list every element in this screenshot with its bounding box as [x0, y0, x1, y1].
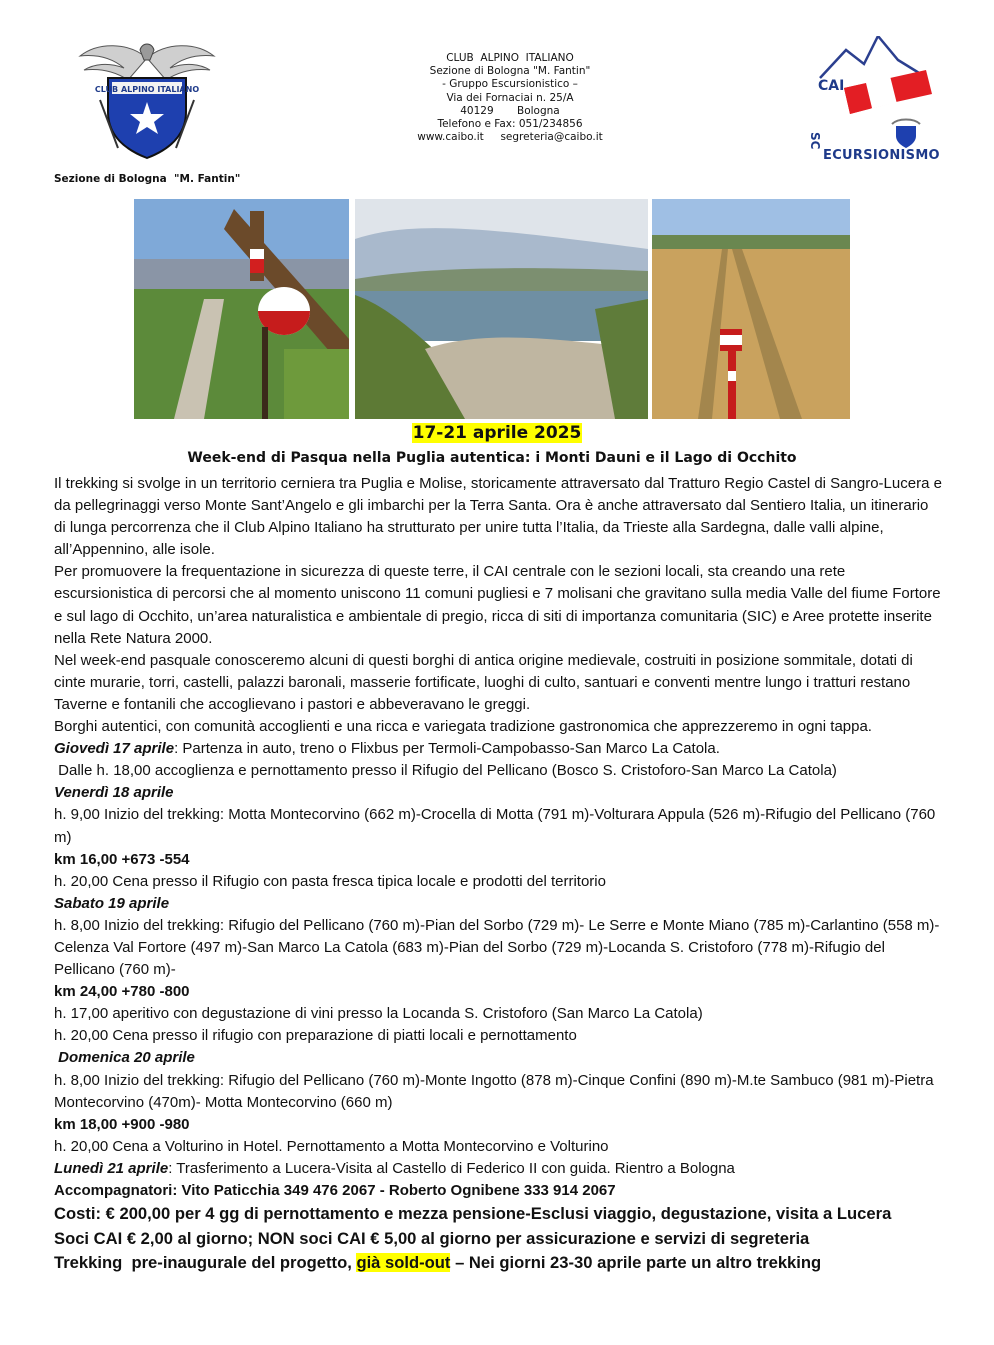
domenica-dinner: h. 20,00 Cena a Volturino in Hotel. Pernottamento a Motta Montecorvino e Volturino — [54, 1137, 609, 1155]
day-text: : Partenza in auto, treno o Flixbus per Termoli-Campobasso-San Marco La Catola. — [174, 740, 720, 758]
sezione-label: Sezione di Bologna "M. Fantin" — [54, 173, 241, 185]
intro-paragraph: Borghi autentici, con comunità accoglienti e una ricca e variegata tradizione gastronomica che apprezzeremo in ogni tappa. — [54, 718, 872, 736]
event-date — [0, 423, 994, 443]
program-body — [54, 473, 942, 1276]
contact-block — [380, 52, 640, 144]
contact-line: Via dei Fornaciai n. 25/A — [446, 91, 574, 104]
intro-paragraph: Nel week-end pasquale conosceremo alcuni di questi borghi di antica origine medievale, costruiti in posizione sommitale, dotati di cinte murarie, torri, castelli, palazzi baronali, masserie fortificate, luoghi di culto, santuari e conventi mentre lungo i tratturi restano Taverne e fontanili che accoglievano i pastori e abbeveravano le greggi. — [54, 651, 913, 713]
logo-left-lettering: CLUB ALPINO ITALIANO — [94, 85, 200, 94]
soci-costi: Soci CAI € 2,00 al giorno; NON soci CAI € 5,00 al giorno per assicurazione e servizi di segreteria — [54, 1228, 810, 1248]
trekking-note — [54, 1251, 942, 1276]
contact-line: 40129 Bologna — [460, 104, 560, 117]
cai-escursionismo-logo — [800, 36, 950, 172]
contact-line: - Gruppo Escursionistico – — [442, 78, 578, 91]
cai-eagle-logo — [78, 38, 216, 160]
domenica-km: km 18,00 +900 -980 — [54, 1115, 190, 1133]
day-domenica-label: Domenica 20 aprile — [54, 1049, 195, 1067]
logo-cai-text: CAI — [818, 78, 845, 94]
trail-marker-photo — [134, 199, 349, 419]
day-giovedi — [54, 738, 942, 760]
intro-paragraph: Il trekking si svolge in un territorio cerniera tra Puglia e Molise, storicamente attraversato dal Tratturo Regio Castel di Sangro-Lucera e da pellegrinaggi verso Monte Sant’Angelo e gli imbarchi per la Terra Santa. Ora è anche attraversato dal Sentiero Italia, un itinerario di lunga percorrenza che il Club Alpino Italiano ha strutturato per unire tutta l’Italia, da Trieste alla Sardegna, dalle valli alpine, all’Appennino, alle isole. — [54, 475, 942, 559]
day-label: Lunedì 21 aprile — [54, 1159, 169, 1177]
venerdi-trek: h. 9,00 Inizio del trekking: Motta Montecorvino (662 m)-Crocella di Motta (791 m)-Volturara Appula (526 m)-Rifugio del Pellicano (760 m) — [54, 806, 936, 846]
contact-line-web-email[interactable]: www.caibo.it segreteria@caibo.it — [417, 131, 603, 144]
logo-escursionismo-text — [823, 148, 940, 163]
day-sabato-label: Sabato 19 aprile — [54, 894, 170, 912]
logo-esc-word: CURSIONISMO — [832, 148, 940, 163]
day-venerdi-label: Venerdì 18 aprile — [54, 784, 174, 802]
venerdi-km: km 16,00 +673 -554 — [54, 850, 190, 868]
giovedi-line: Dalle h. 18,00 accoglienza e pernottamento presso il Rifugio del Pellicano (Bosco S. Cristoforo-San Marco La Catola) — [54, 762, 837, 780]
sabato-trek: h. 8,00 Inizio del trekking: Rifugio del Pellicano (760 m)-Pian del Sorbo (729 m)- Le Serre e Monte Miano (785 m)-Carlantino (558 m)-Celenza Val Fortore (497 m)-San Marco La Catola (683 m)-Pian del Sorbo (729 m)-Locanda S. Cristoforo (778 m)-Rifugio del Pellicano (760 m)- — [54, 916, 940, 979]
day-label: Giovedì 17 aprile — [54, 740, 175, 758]
venerdi-dinner: h. 20,00 Cena presso il Rifugio con pasta fresca tipica locale e prodotti del territorio — [54, 872, 606, 890]
lake-occhito-photo — [355, 199, 648, 419]
day-text: : Trasferimento a Lucera-Visita al Castello di Federico II con guida. Rientro a Bologna — [168, 1159, 735, 1177]
trekking-note-post: – Nei giorni 23-30 aprile parte un altro trekking — [450, 1253, 822, 1273]
trekking-note-pre: Trekking pre-inaugurale del progetto, — [54, 1253, 357, 1273]
event-title: Week-end di Pasqua nella Puglia autentica: i Monti Dauni e il Lago di Occhito — [187, 450, 797, 466]
logo-esc-e-letter: E — [823, 148, 833, 163]
wheat-field-photo — [652, 199, 850, 419]
sabato-aperitivo: h. 17,00 aperitivo con degustazione di vini presso la Locanda S. Cristoforo (San Marco La Catola) — [54, 1005, 703, 1023]
intro-paragraph: Per promuovere la frequentazione in sicurezza di queste terre, il CAI centrale con le sezioni locali, sta creando una rete escursionistica di percorsi che al momento uniscono 11 comuni pugliesi e 7 molisani che gravitano sulla media Valle del fiume Fortore e sul lago di Occhito, un’area naturalistica e ambientale di pregio, ricca di siti di importanza comunitaria (SIC) e Aree protette inserite nella Rete Natura 2000. — [54, 563, 941, 647]
costi: Costi: € 200,00 per 4 gg di pernottamento e mezza pensione-Esclusi viaggio, degustazione, visita a Lucera — [54, 1204, 892, 1224]
accompagnatori: Accompagnatori: Vito Paticchia 349 476 2067 - Roberto Ognibene 333 914 2067 — [54, 1182, 616, 1199]
domenica-trek: h. 8,00 Inizio del trekking: Rifugio del Pellicano (760 m)-Monte Ingotto (878 m)-Cinque Confini (890 m)-M.te Sambuco (981 m)-Pietra Montecorvino (470m)- Motta Montecorvino (660 m) — [54, 1071, 934, 1111]
event-date-text: 17-21 aprile 2025 — [412, 423, 582, 443]
contact-line: Telefono e Fax: 051/234856 — [437, 118, 583, 131]
logo-right-sc-lettering: SC — [808, 132, 822, 150]
soldout-badge: già sold-out — [356, 1253, 451, 1273]
sabato-km: km 24,00 +780 -800 — [54, 983, 190, 1001]
contact-line: Sezione di Bologna "M. Fantin" — [429, 65, 591, 78]
contact-line: CLUB ALPINO ITALIANO — [446, 52, 574, 64]
sabato-dinner: h. 20,00 Cena presso il rifugio con preparazione di piatti locali e pernottamento — [54, 1027, 577, 1045]
day-lunedi — [54, 1158, 942, 1180]
